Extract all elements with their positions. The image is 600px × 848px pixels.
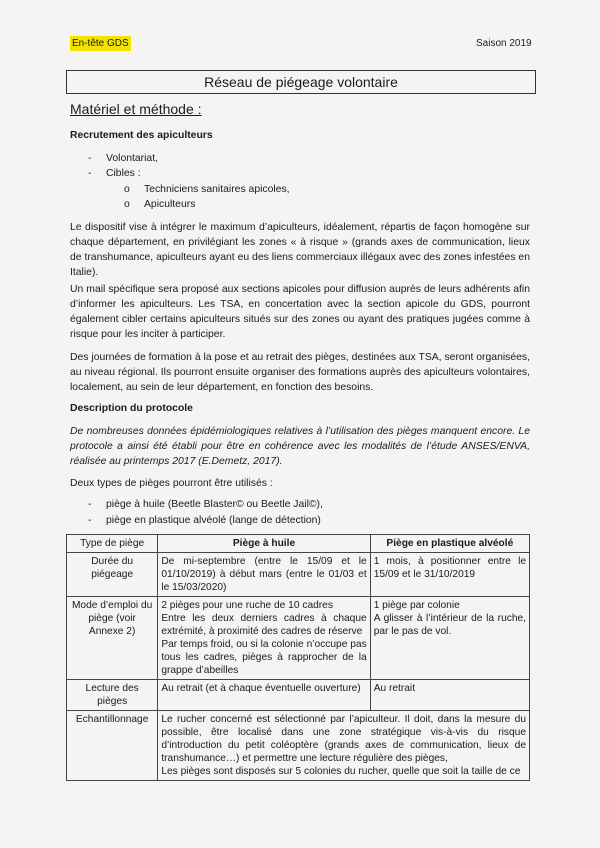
trap-types-intro: Deux types de pièges pourront être utilisés :	[70, 478, 273, 489]
header-season: Saison 2019	[476, 38, 532, 49]
list-item	[88, 166, 141, 181]
sub-list-item	[124, 182, 290, 197]
list-item	[88, 151, 158, 166]
bullet-dash: -	[88, 515, 92, 526]
bullet-circle: o	[124, 184, 130, 195]
bullet-circle: o	[124, 199, 130, 210]
list-item-text: Cibles :	[106, 168, 141, 179]
list-item	[88, 513, 321, 528]
sub-list-item-text: Apiculteurs	[144, 199, 196, 210]
table-cell-merged	[158, 711, 530, 781]
table-row	[67, 597, 530, 680]
list-item	[88, 497, 323, 512]
list-item-text: piège en plastique alvéolé (lange de détection)	[106, 515, 321, 526]
table-cell	[370, 597, 529, 680]
row-label: Lecture des pièges	[67, 680, 158, 711]
protocol-intro: De nombreuses données épidémiologiques relatives à l’utilisation des pièges manquent encore. Le protocole a ainsi été établi pour être en cohérence avec les modalités de l’étude ANSES/ENVA, réalisée au printemps 2017 (E.Demetz, 2017).	[70, 426, 530, 467]
paragraph: Des journées de formation à la pose et au retrait des pièges, destinées aux TSA, seront organisées, au niveau régional. Ils pourront ensuite organiser des formations auprès des apiculteurs volontaires, localement, au sein de leur département, en fonction des besoins.	[70, 352, 530, 393]
row-label: Durée du piégeage	[67, 553, 158, 597]
cell-line: 1 piège par colonie	[373, 600, 460, 611]
recruitment-heading: Recrutement des apiculteurs	[70, 130, 213, 141]
cell-line: 2 pièges pour une ruche de 10 cadres	[161, 600, 333, 611]
protocol-heading: Description du protocole	[70, 403, 193, 414]
row-label: Mode d’emploi du piège (voir Annexe 2)	[67, 597, 158, 680]
table-cell: Au retrait	[370, 680, 529, 711]
paragraph: Un mail spécifique sera proposé aux sections apicoles pour diffusion auprès de leurs adhérents afin d’informer les apiculteurs. Les TSA, en concertation avec la section apicole du GDS, pourront également cibler certains apiculteurs situés sur des zones ou ayant des pratiques jugées comme à risque pour les inciter à participer.	[70, 284, 530, 340]
document-title: Réseau de piégeage volontaire	[66, 70, 536, 94]
sub-list-item-text: Techniciens sanitaires apicoles,	[144, 184, 290, 195]
cell-line: A glisser à l’intérieur de la ruche, par le pas de vol.	[373, 613, 526, 637]
cell-line: Les pièges sont disposés sur 5 colonies du rucher, quelle que soit la taille de ce	[161, 766, 521, 777]
table-header-cell: Piège en plastique alvéolé	[370, 535, 529, 553]
table-cell: Au retrait (et à chaque éventuelle ouverture)	[158, 680, 370, 711]
header-left-label: En-tête GDS	[72, 38, 129, 49]
table-row	[67, 553, 530, 597]
bullet-dash: -	[88, 168, 92, 179]
sub-list-item	[124, 197, 196, 212]
cell-line: Entre les deux derniers cadres à chaque extrémité, à proximité des cadres de réserve	[161, 613, 367, 637]
table-cell: De mi-septembre (entre le 15/09 et le 01/10/2019) à début mars (entre le 01/03 et le 15/03/2020)	[158, 553, 370, 597]
section-heading: Matériel et méthode :	[70, 101, 202, 117]
table-header-cell: Type de piège	[67, 535, 158, 553]
table-cell	[158, 597, 370, 680]
table-header-cell: Piège à huile	[158, 535, 370, 553]
bullet-dash: -	[88, 153, 92, 164]
table-row	[67, 680, 530, 711]
table-cell: 1 mois, à positionner entre le 15/09 et le 31/10/2019	[370, 553, 529, 597]
list-item-text: Volontariat,	[106, 153, 158, 164]
bullet-dash: -	[88, 499, 92, 510]
cell-line: Le rucher concerné est sélectionné par l’apiculteur. Il doit, dans la mesure du possible, être localisé dans une zone stratégique vis-à-vis du risque d’introduction du petit coléoptère (grands axes de communication, lieux de transhumance…) et permettre une lecture régulière des pièges,	[161, 714, 526, 764]
paragraph: Le dispositif vise à intégrer le maximum d’apiculteurs, idéalement, répartis de façon homogène sur chaque département, en privilégiant les zones « à risque » (grands axes de communication, lieux de transhumance, apiculteurs ayant eu des liens commerciaux illégaux avec des zones infestées en Italie).	[70, 222, 530, 278]
list-item-text: piège à huile (Beetle Blaster© ou Beetle Jail©),	[106, 499, 323, 510]
row-label: Echantillonnage	[67, 711, 158, 781]
table-header-row	[67, 535, 530, 553]
protocol-table	[66, 534, 530, 781]
cell-line: Par temps froid, ou si la colonie n’occupe pas tous les cadres, pièges à rapprocher de la grappe d’abeilles	[161, 639, 367, 676]
table-row	[67, 711, 530, 781]
